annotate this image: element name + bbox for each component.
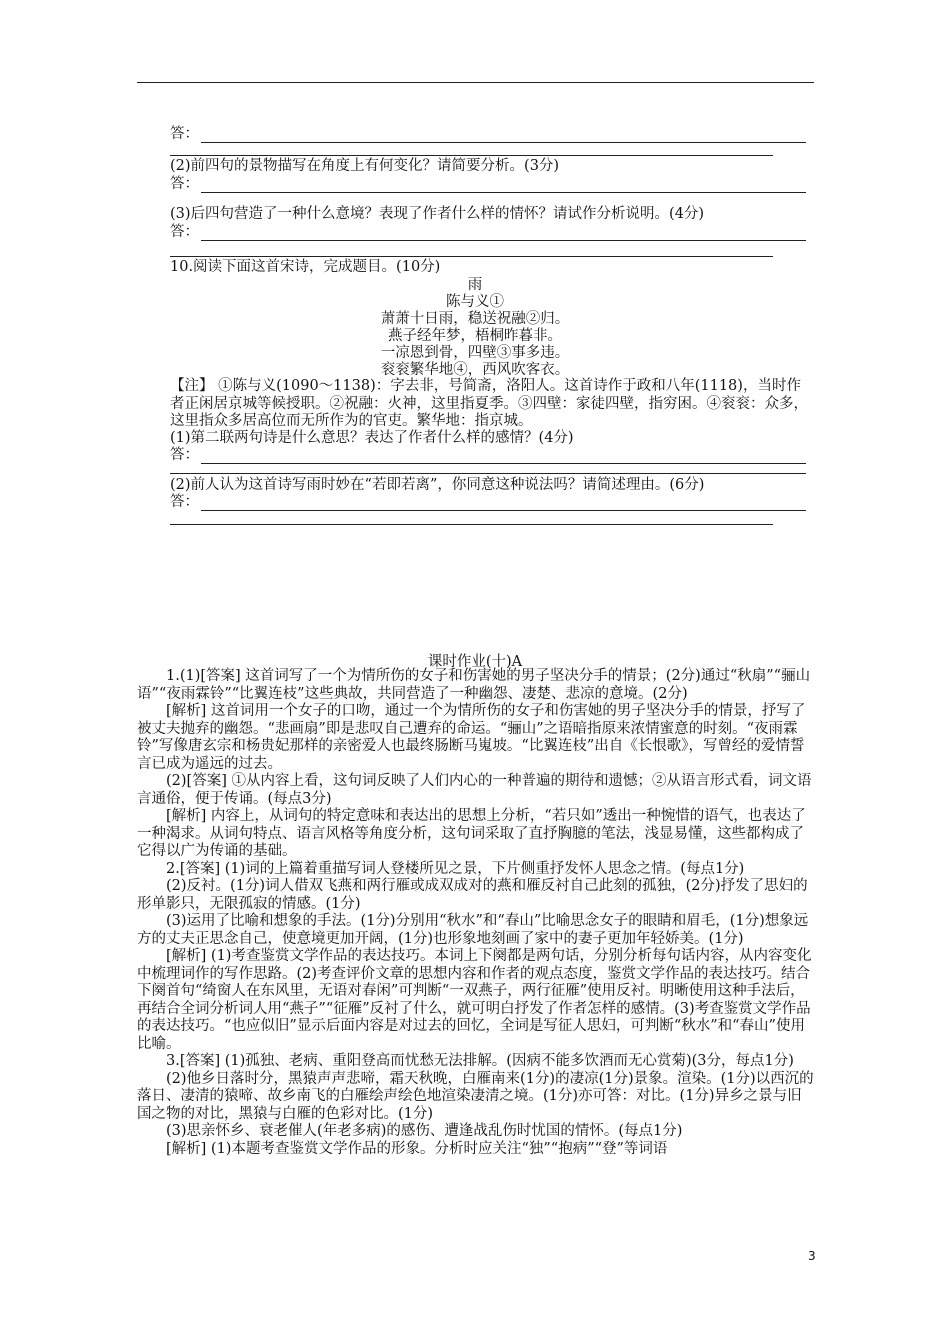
answer-line-extra <box>170 155 773 156</box>
answer-line-q9-2[interactable] <box>170 176 806 193</box>
poem-line: 萧萧十日雨，稳送祝融②归。 <box>380 311 570 327</box>
poem-line: 一凉恩到骨，四壁③事多违。 <box>380 345 570 361</box>
answer-line-extra <box>170 256 773 257</box>
poem-line: 燕子经年梦，梧桐昨暮非。 <box>388 328 562 344</box>
answers-body <box>137 668 814 1158</box>
answer-paragraph: [解析] (1)考查鉴赏文学作品的表达技巧。本词上下阕都是两句话，分别分析每句话内容，从内容变化中梳理词作的写作思路。(2)考查评价文章的思想内容和作者的观点态度，鉴赏文学作品的表达技巧。结合下阕首句“绮窗人在东风里，无语对春闲”可判断“一双燕子，两行征雁”使用反衬。明晰使用这种手法后，再结合全词分析词人用“燕子”“征雁”反衬了什么，就可明白抒发了作者怎样的感情。(3)考查鉴赏文学作品的表达技巧。“也应似旧”显示后面内容是对过去的回忆，全词是写征人思妇，可判断“秋水”和“春山”使用比喻。 <box>137 948 812 1052</box>
question-10-2: (2)前人认为这首诗写雨时妙在“若即若离”，你同意这种说法吗？请简述理由。(6分) <box>170 477 705 493</box>
answer-line-extra <box>170 473 806 474</box>
answer-paragraph: [解析] 这首词用一个女子的口吻，通过一个为情所伤的女子和伤害她的男子坚决分手的情景，抒写了被丈夫抛弃的幽怨。“悲画扇”即是悲叹自己遭弃的命运。“骊山”之语暗指原来浓情蜜意的时刻。“夜雨霖铃”写像唐玄宗和杨贵妃那样的亲密爱人也最终肠断马嵬坡。“比翼连枝”出自《长恨歌》，写曾经的爱情誓言已成为遥远的过去。 <box>137 703 806 772</box>
answer-paragraph: 1.(1)[答案] 这首词写了一个为情所伤的女子和伤害她的男子坚决分手的情景；(2分)通过“秋扇”“骊山语”“夜雨霖铃”“比翼连枝”这些典故，共同营造了一种幽怨、凄楚、悲凉的意境。(2分) <box>137 668 811 702</box>
answer-paragraph: [解析] 内容上，从词句的特定意味和表达出的思想上分析，“若只如”透出一种惋惜的语气，也表达了一种渴求。从词句特点、语言风格等角度分析，这句词采取了直抒胸臆的笔法，浅显易懂，这些都构成了它得以广为传诵的基础。 <box>137 808 806 859</box>
question-10-1: (1)第二联两句诗是什么意思？表达了作者什么样的感情？(4分) <box>170 430 574 446</box>
header-rule <box>137 82 814 83</box>
answers-title: 课时作业(十)A <box>427 654 523 670</box>
question-9-2: (2)前四句的景物描写在角度上有何变化？请简要分析。(3分) <box>170 158 560 174</box>
answer-paragraph: (2)[答案] ①从内容上看，这句词反映了人们内心的一种普遍的期待和遗憾；②从语言形式看，词文语言通俗，便于传诵。(每点3分) <box>137 773 812 807</box>
answer-label: 答： <box>170 176 199 192</box>
answer-line-q9-3[interactable] <box>170 224 806 241</box>
page-number: 3 <box>808 1249 816 1263</box>
answer-label: 答： <box>170 126 199 142</box>
poem-author: 陈与义① <box>446 294 504 310</box>
answer-paragraph: (3)思亲怀乡、衰老催人(年老多病)的感伤、遭逢战乱伤时忧国的情怀。(每点1分) <box>166 1123 683 1139</box>
answer-label: 答： <box>170 224 199 240</box>
answer-paragraph: [解析] (1)本题考查鉴赏文学作品的形象。分析时应关注“独”“抱病”“登”等词语 <box>166 1140 668 1157</box>
answer-line-q10-2[interactable] <box>170 494 806 511</box>
answer-line-extra <box>170 524 773 525</box>
answer-paragraph: (3)运用了比喻和想象的手法。(1分)分别用“秋水”和“春山”比喻思念女子的眼睛和眉毛，(1分)想象远方的丈夫正思念自己，使意境更加开阔，(1分)也形象地刻画了家中的妻子更加年轻娇美。(1分) <box>137 913 809 947</box>
answer-line-q10-1[interactable] <box>170 447 806 464</box>
answer-paragraph: (2)他乡日落时分，黑猿声声悲啼，霜天秋晚，白雁南来(1分)的凄凉(1分)景象。渲染。(1分)以西沉的落日、凄清的猿啼、故乡南飞的白雁绘声绘色地渲染凄清之境。(1分)亦可答：对比。(1分)异乡之景与旧国之物的对比，黑猿与白雁的色彩对比。(1分) <box>137 1070 814 1122</box>
question-10: 10.阅读下面这首宋诗，完成题目。(10分) <box>170 259 441 275</box>
answer-line-q9-1[interactable] <box>170 126 806 143</box>
answer-paragraph: (2)反衬。(1分)词人借双飞燕和两行雁或成双成对的燕和雁反衬自己此刻的孤独，(2分)抒发了思妇的形单影只，无限孤寂的情感。(1分) <box>137 878 808 912</box>
answer-paragraph: 3.[答案] (1)孤独、老病、重阳登高而忧愁无法排解。(因病不能多饮酒而无心赏菊)(3分，每点1分) <box>166 1053 794 1069</box>
poem-note: 【注】 ①陈与义(1090～1138)：字去非，号简斋，洛阳人。这首诗作于政和八年(1118)，当时作者正闲居京城等候授职。②祝融：火神，这里指夏季。③四壁：家徒四壁，指穷困。④衮衮：众多，这里指众多居高位而无所作为的官吏。繁华地：指京城。 <box>170 378 808 429</box>
poem-line: 衮衮繁华地④，西风吹客衣。 <box>380 362 570 378</box>
answer-label: 答： <box>170 447 199 463</box>
answer-label: 答： <box>170 494 199 510</box>
answer-paragraph: 2.[答案] (1)词的上篇着重描写词人登楼所见之景，下片侧重抒发怀人思念之情。(每点1分) <box>166 860 745 877</box>
poem-title: 雨 <box>467 277 483 293</box>
question-9-3: (3)后四句营造了一种什么意境？表现了作者什么样的情怀？请试作分析说明。(4分) <box>170 206 705 222</box>
